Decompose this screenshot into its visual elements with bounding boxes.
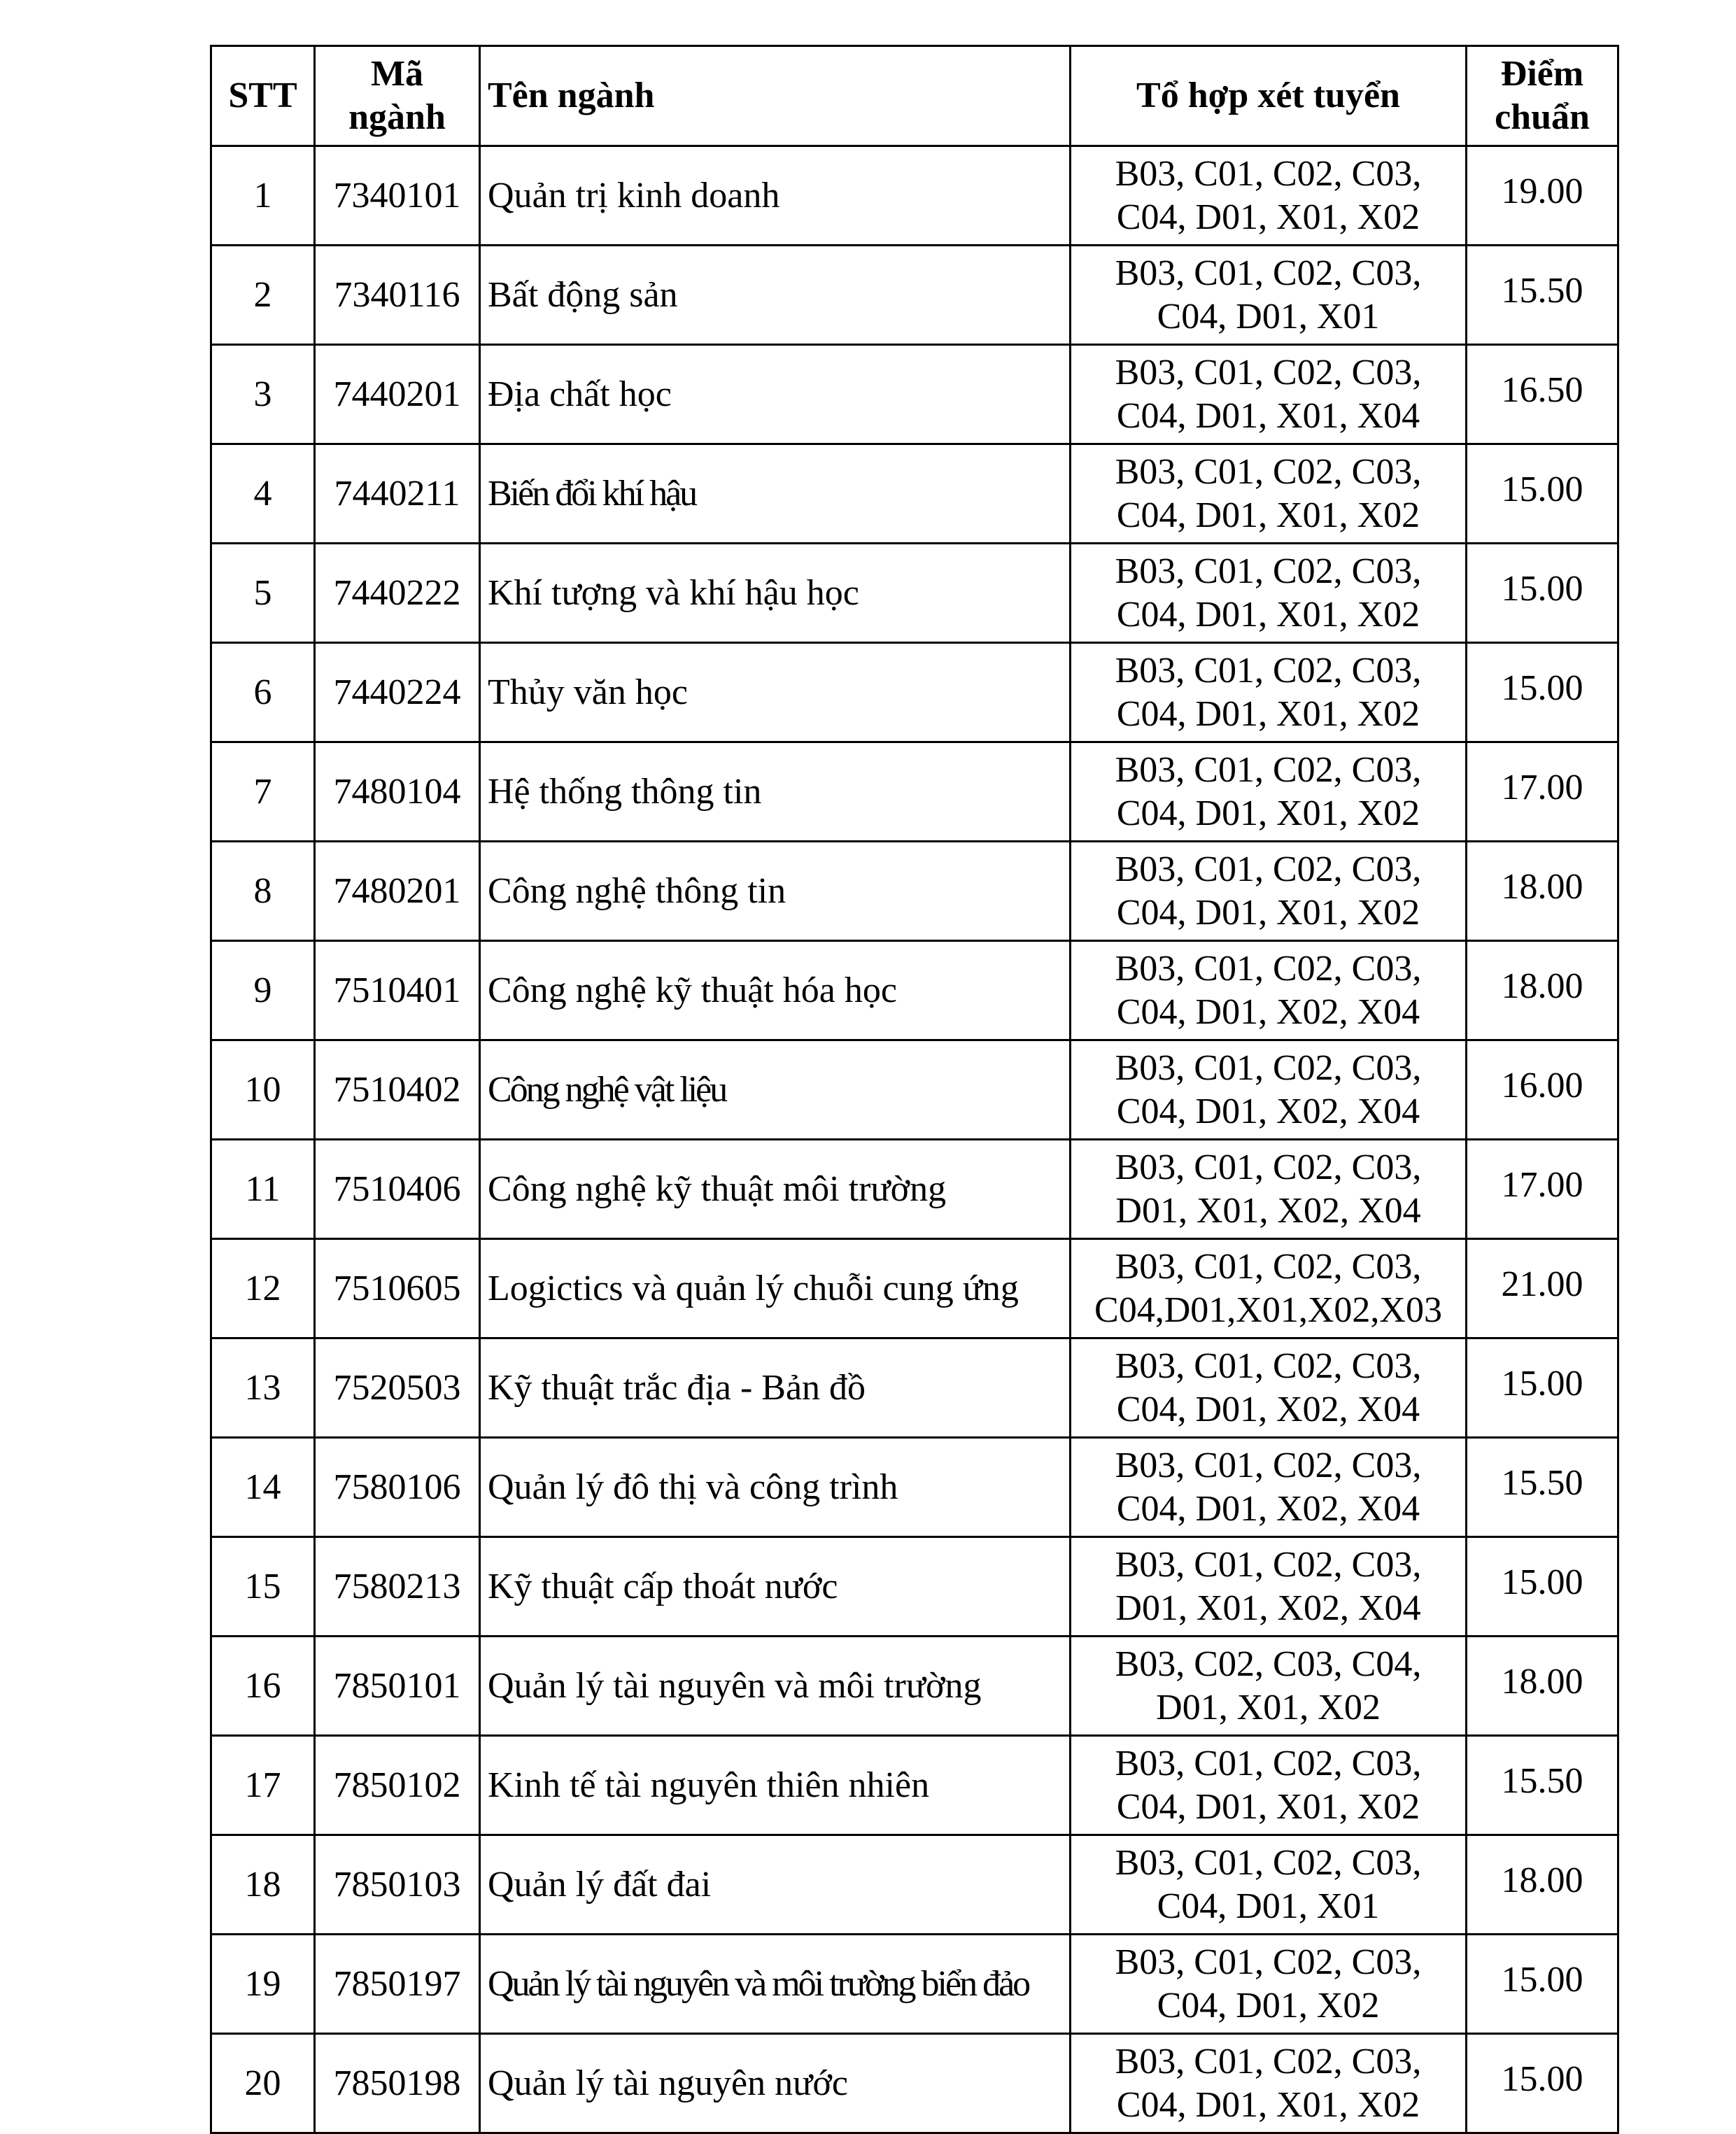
row-combo [1071,2034,1467,2133]
row-combo [1071,146,1467,246]
table-row [211,941,1618,1040]
row-score: 15.00 [1467,2034,1618,2133]
combo-line-1: B03, C01, C02, C03, [1115,650,1422,691]
row-score: 16.50 [1467,345,1618,444]
combo-line-1: B03, C01, C02, C03, [1115,1544,1422,1585]
combo-line-1: B03, C01, C02, C03, [1115,253,1422,293]
row-combo [1071,643,1467,742]
row-code: 7850102 [315,1736,480,1835]
row-name: Quản lý tài nguyên và môi trường biển đảo [480,1935,1071,2034]
row-combo [1071,1040,1467,1140]
combo-line-2: C04, D01, X01, X02 [1116,693,1420,734]
combo-line-1: B03, C01, C02, C03, [1115,1047,1422,1088]
row-score: 18.00 [1467,941,1618,1040]
table-row [211,1537,1618,1637]
row-stt: 20 [211,2034,315,2133]
table-row [211,1935,1618,2034]
row-name: Công nghệ vật liệu [480,1040,1071,1140]
row-name: Địa chất học [480,345,1071,444]
combo-line-2: C04, D01, X01, X02 [1116,2084,1420,2125]
row-score: 17.00 [1467,1140,1618,1239]
row-stt: 10 [211,1040,315,1140]
combo-line-1: B03, C01, C02, C03, [1115,153,1422,194]
row-combo [1071,842,1467,941]
row-score: 15.00 [1467,643,1618,742]
combo-line-1: B03, C01, C02, C03, [1115,1345,1422,1386]
table-row [211,1239,1618,1338]
table-row [211,1140,1618,1239]
row-name: Kinh tế tài nguyên thiên nhiên [480,1736,1071,1835]
row-code: 7480201 [315,842,480,941]
combo-line-1: B03, C01, C02, C03, [1115,1147,1422,1187]
combo-line-2: C04, D01, X02 [1157,1985,1380,2026]
row-combo [1071,1835,1467,1935]
row-combo [1071,1736,1467,1835]
row-combo [1071,444,1467,544]
row-code: 7440201 [315,345,480,444]
row-code: 7440222 [315,544,480,643]
combo-line-2: D01, X01, X02 [1156,1687,1381,1727]
row-code: 7850198 [315,2034,480,2133]
table-row [211,643,1618,742]
row-code: 7520503 [315,1338,480,1438]
row-code: 7850101 [315,1637,480,1736]
row-score: 18.00 [1467,1637,1618,1736]
row-stt: 12 [211,1239,315,1338]
combo-line-2: C04, D01, X02, X04 [1116,1091,1420,1131]
combo-line-2: C04,D01,X01,X02,X03 [1094,1289,1442,1330]
row-combo [1071,742,1467,842]
row-score: 18.00 [1467,842,1618,941]
combo-line-2: D01, X01, X02, X04 [1115,1588,1421,1628]
admission-score-table [210,45,1619,2134]
row-score: 15.00 [1467,544,1618,643]
row-stt: 8 [211,842,315,941]
row-score: 15.50 [1467,1438,1618,1537]
row-stt: 6 [211,643,315,742]
row-score: 15.00 [1467,1935,1618,2034]
row-name: Hệ thống thông tin [480,742,1071,842]
row-score: 15.50 [1467,246,1618,345]
row-stt: 11 [211,1140,315,1239]
row-combo [1071,1140,1467,1239]
row-code: 7850103 [315,1835,480,1935]
row-name: Công nghệ kỹ thuật hóa học [480,941,1071,1040]
row-combo [1071,544,1467,643]
row-combo [1071,1338,1467,1438]
header-stt: STT [211,46,315,146]
header-score-line1: Điểm [1500,54,1584,94]
row-combo [1071,1935,1467,2034]
row-combo [1071,345,1467,444]
header-score [1467,46,1618,146]
header-combo: Tổ hợp xét tuyển [1071,46,1467,146]
header-code [315,46,480,146]
combo-line-2: D01, X01, X02, X04 [1115,1190,1421,1231]
combo-line-2: C04, D01, X01, X02 [1116,793,1420,833]
row-name: Khí tượng và khí hậu học [480,544,1071,643]
row-name: Công nghệ kỹ thuật môi trường [480,1140,1071,1239]
row-score: 17.00 [1467,742,1618,842]
combo-line-2: C04, D01, X01, X02 [1116,1786,1420,1827]
row-code: 7440211 [315,444,480,544]
table-row [211,345,1618,444]
combo-line-1: B03, C02, C03, C04, [1115,1644,1422,1684]
row-stt: 17 [211,1736,315,1835]
row-score: 15.50 [1467,1736,1618,1835]
row-code: 7580106 [315,1438,480,1537]
combo-line-2: C04, D01, X01, X02 [1116,197,1420,237]
row-score: 19.00 [1467,146,1618,246]
row-stt: 4 [211,444,315,544]
row-code: 7340116 [315,246,480,345]
row-score: 15.00 [1467,1338,1618,1438]
table-row [211,246,1618,345]
combo-line-1: B03, C01, C02, C03, [1115,2041,1422,2082]
table-row [211,146,1618,246]
row-name: Quản trị kinh doanh [480,146,1071,246]
combo-line-1: B03, C01, C02, C03, [1115,1743,1422,1783]
row-combo [1071,1537,1467,1637]
row-combo [1071,1637,1467,1736]
combo-line-1: B03, C01, C02, C03, [1115,849,1422,889]
combo-line-1: B03, C01, C02, C03, [1115,1445,1422,1485]
header-code-line1: Mã [370,54,424,94]
row-code: 7510605 [315,1239,480,1338]
table-row [211,1338,1618,1438]
row-combo [1071,1239,1467,1338]
row-stt: 7 [211,742,315,842]
table-row [211,742,1618,842]
row-score: 18.00 [1467,1835,1618,1935]
combo-line-2: C04, D01, X02, X04 [1116,1488,1420,1529]
header-row [211,46,1618,146]
row-code: 7510406 [315,1140,480,1239]
row-score: 15.00 [1467,1537,1618,1637]
combo-line-1: B03, C01, C02, C03, [1115,948,1422,989]
combo-line-2: C04, D01, X02, X04 [1116,1389,1420,1429]
combo-line-2: C04, D01, X01 [1157,296,1380,337]
row-code: 7440224 [315,643,480,742]
row-stt: 3 [211,345,315,444]
combo-line-1: B03, C01, C02, C03, [1115,1842,1422,1883]
row-stt: 15 [211,1537,315,1637]
row-score: 21.00 [1467,1239,1618,1338]
row-stt: 5 [211,544,315,643]
row-code: 7580213 [315,1537,480,1637]
row-stt: 9 [211,941,315,1040]
table-row [211,444,1618,544]
table-row [211,1040,1618,1140]
row-name: Quản lý tài nguyên nước [480,2034,1071,2133]
row-name: Quản lý đất đai [480,1835,1071,1935]
combo-line-2: C04, D01, X01 [1157,1886,1380,1926]
row-stt: 18 [211,1835,315,1935]
row-stt: 13 [211,1338,315,1438]
table-body [211,146,1618,2133]
combo-line-2: C04, D01, X01, X02 [1116,495,1420,535]
row-combo [1071,941,1467,1040]
combo-line-1: B03, C01, C02, C03, [1115,352,1422,393]
table-row [211,1438,1618,1537]
header-score-line2: chuẩn [1495,97,1590,137]
row-name: Thủy văn học [480,643,1071,742]
row-stt: 16 [211,1637,315,1736]
table-row [211,842,1618,941]
combo-line-1: B03, C01, C02, C03, [1115,451,1422,492]
combo-line-1: B03, C01, C02, C03, [1115,1246,1422,1287]
row-name: Logictics và quản lý chuỗi cung ứng [480,1239,1071,1338]
row-code: 7510401 [315,941,480,1040]
row-stt: 1 [211,146,315,246]
table-row [211,2034,1618,2133]
combo-line-1: B03, C01, C02, C03, [1115,551,1422,591]
row-code: 7850197 [315,1935,480,2034]
combo-line-1: B03, C01, C02, C03, [1115,749,1422,790]
row-combo [1071,246,1467,345]
header-name: Tên ngành [480,46,1071,146]
row-score: 16.00 [1467,1040,1618,1140]
table-row [211,1835,1618,1935]
combo-line-1: B03, C01, C02, C03, [1115,1942,1422,1982]
row-stt: 19 [211,1935,315,2034]
table-row [211,1637,1618,1736]
table-row [211,544,1618,643]
combo-line-2: C04, D01, X01, X02 [1116,892,1420,933]
row-name: Kỹ thuật trắc địa - Bản đồ [480,1338,1071,1438]
row-name: Quản lý tài nguyên và môi trường [480,1637,1071,1736]
row-code: 7510402 [315,1040,480,1140]
row-name: Công nghệ thông tin [480,842,1071,941]
combo-line-2: C04, D01, X01, X02 [1116,594,1420,635]
row-stt: 2 [211,246,315,345]
table-row [211,1736,1618,1835]
row-score: 15.00 [1467,444,1618,544]
row-code: 7480104 [315,742,480,842]
row-name: Quản lý đô thị và công trình [480,1438,1071,1537]
row-name: Kỹ thuật cấp thoát nước [480,1537,1071,1637]
row-stt: 14 [211,1438,315,1537]
row-name: Biến đổi khí hậu [480,444,1071,544]
row-code: 7340101 [315,146,480,246]
combo-line-2: C04, D01, X01, X04 [1116,395,1420,436]
combo-line-2: C04, D01, X02, X04 [1116,991,1420,1032]
row-combo [1071,1438,1467,1537]
header-code-line2: ngành [348,97,446,137]
row-name: Bất động sản [480,246,1071,345]
